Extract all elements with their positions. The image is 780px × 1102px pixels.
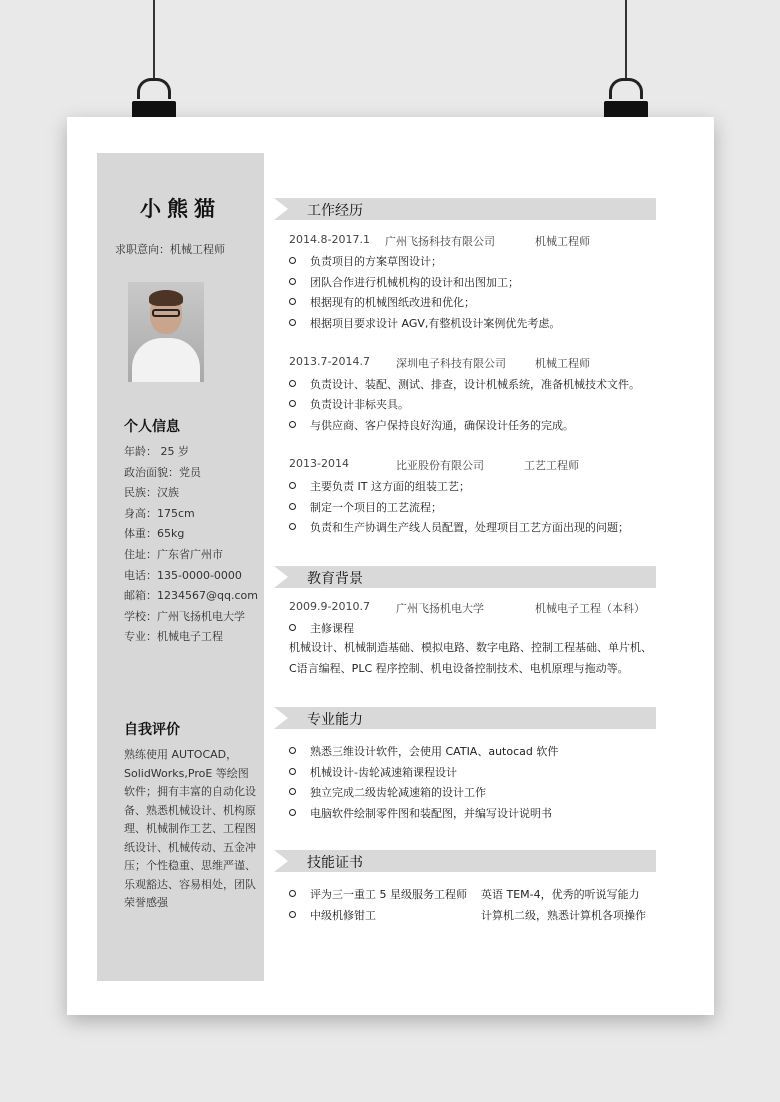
- bullet-icon: [289, 298, 296, 305]
- list-item: 团队合作进行机械机构的设计和出图加工；: [289, 274, 519, 290]
- list-item: 独立完成二级齿轮减速箱的设计工作: [289, 784, 486, 800]
- sidebar: [97, 153, 264, 981]
- hanging-wire-left: [153, 0, 155, 80]
- self-eval-text: 熟练使用 AUTOCAD，SolidWorks,ProE 等绘图软件；拥有丰富的自动化设备、熟悉机械设计、机构原理、机械制作工艺、工程图纸设计、机械传动、五金冲压；个性稳重、思维严谨、乐观豁达、容易相处，团队荣誉感强: [124, 748, 256, 909]
- bullet-icon: [289, 788, 296, 795]
- cert-right: 英语 TEM-4，优秀的听说写能力: [481, 888, 640, 901]
- self-eval-title: 自我评价: [124, 722, 180, 738]
- cert-row: [289, 886, 640, 902]
- info-height: 身高：175cm: [124, 506, 195, 520]
- list-item: 负责设计非标夹具。: [289, 396, 409, 412]
- bullet-icon: [289, 523, 296, 530]
- info-school: 学校：广州飞扬机电大学: [124, 609, 245, 623]
- list-item: 主要负责 IT 这方面的组装工艺；: [289, 478, 470, 494]
- personal-info-list: [124, 442, 258, 648]
- section-header-skills: [274, 707, 656, 729]
- list-item: 负责和生产协调生产线人员配置，处理项目工艺方面出现的问题；: [289, 519, 629, 535]
- bullet-icon: [289, 747, 296, 754]
- personal-info-title: 个人信息: [124, 419, 180, 435]
- education-school: 广州飞扬机电大学: [396, 602, 484, 615]
- info-weight: 体重：65kg: [124, 527, 185, 541]
- resume-page: [67, 117, 714, 1015]
- list-item: 与供应商、客户保持良好沟通，确保设计任务的完成。: [289, 417, 574, 433]
- skills-title: 专业能力: [307, 712, 363, 728]
- cert-left: 中级机修钳工: [310, 909, 376, 922]
- cert-left: 评为三一重工 5 星级服务工程师: [310, 888, 467, 901]
- info-email: 邮箱：1234567@qq.com: [124, 589, 258, 603]
- arrow-icon: [274, 707, 288, 729]
- list-item: 机械设计-齿轮减速箱课程设计: [289, 764, 457, 780]
- hanging-wire-right: [625, 0, 627, 80]
- arrow-icon: [274, 566, 288, 588]
- bullet-icon: [289, 768, 296, 775]
- bullet-icon: [289, 421, 296, 428]
- bullet-icon: [289, 400, 296, 407]
- bullet-icon: [289, 257, 296, 264]
- avatar: [128, 282, 204, 382]
- list-item: 根据项目要求设计 AGV,有整机设计案例优先考虑。: [289, 315, 560, 331]
- info-major: 专业：机械电子工程: [124, 630, 223, 644]
- bullet-icon: [289, 809, 296, 816]
- job-3-company: 比亚股份有限公司: [396, 459, 484, 472]
- list-item: 根据现有的机械图纸改进和优化；: [289, 294, 475, 310]
- work-title: 工作经历: [307, 203, 363, 219]
- job-2-company: 深圳电子科技有限公司: [396, 357, 506, 370]
- bullet-icon: [289, 503, 296, 510]
- bullet-icon: [289, 482, 296, 489]
- main-content: [274, 117, 714, 1015]
- list-item: 电脑软件绘制零件图和装配图，并编写设计说明书: [289, 805, 552, 821]
- education-title: 教育背景: [307, 571, 363, 587]
- arrow-icon: [274, 850, 288, 872]
- course-list: 机械设计、机械制造基础、模拟电路、数字电路、控制工程基础、单片机、C语言编程、PLC 程序控制、机电设备控制技术、电机原理与拖动等。: [289, 641, 652, 675]
- education-date: 2009.9-2010.7: [289, 600, 370, 613]
- info-age: 年龄： 25 岁: [124, 445, 189, 458]
- job-1-role: 机械工程师: [535, 235, 590, 248]
- bullet-icon: [289, 319, 296, 326]
- job-1-date: 2014.8-2017.1: [289, 233, 370, 246]
- arrow-icon: [274, 198, 288, 220]
- job-intent: 求职意向：机械工程师: [115, 243, 225, 256]
- education-major: 机械电子工程（本科）: [535, 602, 645, 615]
- info-address: 住址：广东省广州市: [124, 547, 223, 561]
- info-politics: 政治面貌：党员: [124, 465, 201, 479]
- section-header-work: [274, 198, 656, 220]
- info-phone: 电话：135-0000-0000: [124, 568, 242, 582]
- list-item: 负责项目的方案草图设计；: [289, 253, 442, 269]
- list-item: 熟悉三维设计软件，会使用 CATIA、autocad 软件: [289, 743, 558, 759]
- job-2-date: 2013.7-2014.7: [289, 355, 370, 368]
- bullet-icon: [289, 380, 296, 387]
- bullet-icon: [289, 911, 296, 918]
- list-item: 负责设计、装配、测试、排查，设计机械系统，准备机械技术文件。: [289, 376, 640, 392]
- job-3-date: 2013-2014: [289, 457, 349, 470]
- certs-title: 技能证书: [307, 855, 363, 871]
- bullet-icon: [289, 278, 296, 285]
- job-2-role: 机械工程师: [535, 357, 590, 370]
- section-header-education: [274, 566, 656, 588]
- list-item: 主修课程: [289, 620, 354, 636]
- bullet-icon: [289, 890, 296, 897]
- candidate-name: 小熊猫: [140, 197, 221, 221]
- cert-right: 计算机二级，熟悉计算机各项操作: [481, 909, 646, 922]
- section-header-certs: [274, 850, 656, 872]
- job-3-role: 工艺工程师: [524, 459, 579, 472]
- bullet-icon: [289, 624, 296, 631]
- job-1-company: 广州飞扬科技有限公司: [385, 235, 495, 248]
- info-ethnicity: 民族：汉族: [124, 486, 179, 500]
- cert-row: [289, 907, 646, 923]
- list-item: 制定一个项目的工艺流程；: [289, 499, 442, 515]
